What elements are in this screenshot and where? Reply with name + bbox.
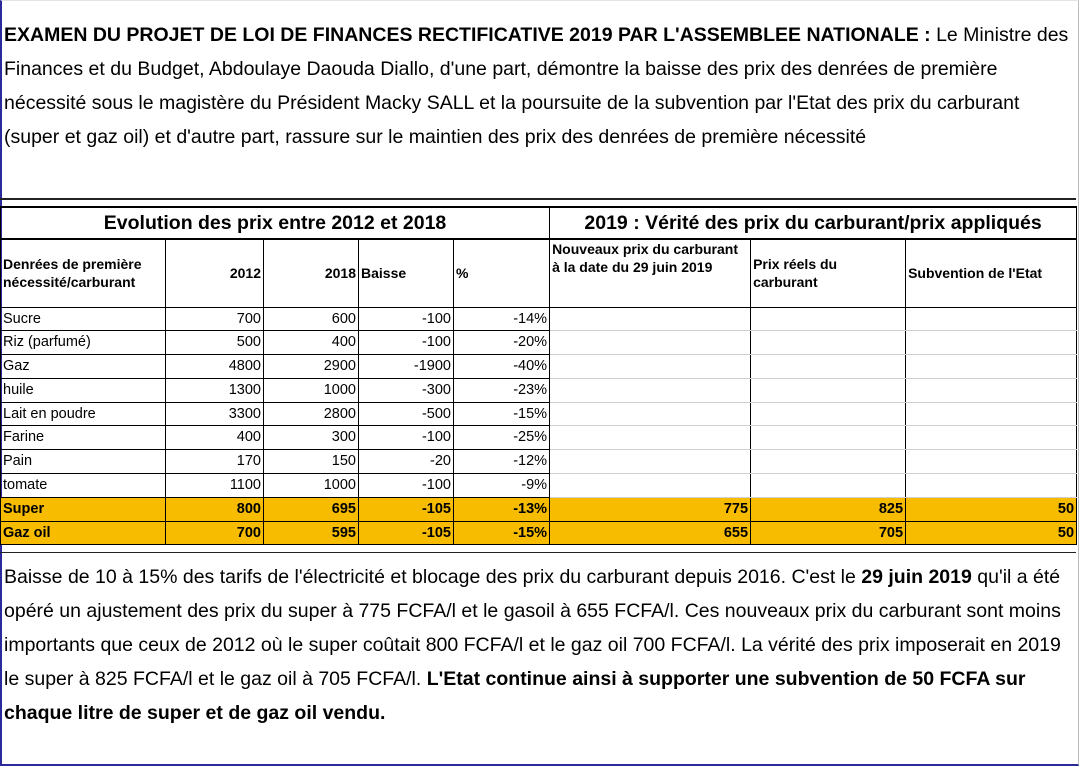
cell-y2018: 150 xyxy=(264,450,359,474)
cell-y2018: 1000 xyxy=(264,474,359,498)
section-header-row xyxy=(1,207,1077,239)
cell-reels xyxy=(751,402,906,426)
outro-paragraph xyxy=(4,560,1072,730)
price-table xyxy=(0,206,1077,545)
cell-nouveaux xyxy=(550,402,751,426)
cell-subvention xyxy=(906,402,1077,426)
table-row xyxy=(1,497,1077,521)
table-row xyxy=(1,450,1077,474)
table-row xyxy=(1,521,1077,545)
cell-subvention: 50 xyxy=(906,521,1077,545)
cell-reels xyxy=(751,378,906,402)
cell-y2018: 2900 xyxy=(264,355,359,379)
section-left-title: Evolution des prix entre 2012 et 2018 xyxy=(1,207,550,239)
cell-y2018: 1000 xyxy=(264,378,359,402)
cell-reels: 825 xyxy=(751,497,906,521)
cell-y2018: 595 xyxy=(264,521,359,545)
cell-y2012: 170 xyxy=(166,450,264,474)
table-row xyxy=(1,355,1077,379)
cell-pct: -25% xyxy=(454,426,550,450)
cell-y2012: 400 xyxy=(166,426,264,450)
cell-subvention: 50 xyxy=(906,497,1077,521)
column-header-row xyxy=(1,239,1077,307)
table-row xyxy=(1,331,1077,355)
cell-item: Gaz oil xyxy=(1,521,166,545)
intro-body: Le Ministre des Finances et du Budget, Abdoulaye Daouda Diallo, d'une part, démontre la baisse des prix des denrées de première nécessité sous le magistère du Président Macky SALL et la poursuite de la subvention par l'Etat des prix du carburant (super et gaz oil) et d'autre part, rassure sur le maintien des prix des denrées de première nécessité xyxy=(4,24,1069,148)
cell-y2012: 4800 xyxy=(166,355,264,379)
cell-reels xyxy=(751,474,906,498)
outro-date: 29 juin 2019 xyxy=(861,566,972,588)
cell-item: Sucre xyxy=(1,307,166,331)
cell-item: Gaz xyxy=(1,355,166,379)
cell-nouveaux xyxy=(550,450,751,474)
cell-item: tomate xyxy=(1,474,166,498)
cell-pct: -13% xyxy=(454,497,550,521)
cell-y2012: 3300 xyxy=(166,402,264,426)
intro-title: EXAMEN DU PROJET DE LOI DE FINANCES RECTIFICATIVE 2019 PAR L'ASSEMBLEE NATIONALE : xyxy=(4,24,931,46)
outro-conclusion: L'Etat continue ainsi à supporter une subvention de 50 FCFA sur chaque litre de super et de gaz oil vendu. xyxy=(4,668,1026,724)
cell-y2012: 1100 xyxy=(166,474,264,498)
cell-reels xyxy=(751,450,906,474)
header-percent: % xyxy=(454,239,550,307)
cell-y2018: 400 xyxy=(264,331,359,355)
cell-pct: -9% xyxy=(454,474,550,498)
cell-subvention xyxy=(906,307,1077,331)
cell-baisse: -105 xyxy=(359,497,454,521)
cell-baisse: -100 xyxy=(359,331,454,355)
cell-subvention xyxy=(906,378,1077,402)
cell-pct: -12% xyxy=(454,450,550,474)
cell-y2018: 695 xyxy=(264,497,359,521)
cell-nouveaux: 655 xyxy=(550,521,751,545)
header-prix-reels: Prix réels du carburant xyxy=(751,239,906,307)
cell-item: Riz (parfumé) xyxy=(1,331,166,355)
cell-reels: 705 xyxy=(751,521,906,545)
table-row xyxy=(1,426,1077,450)
cell-nouveaux xyxy=(550,307,751,331)
cell-item: Super xyxy=(1,497,166,521)
cell-pct: -15% xyxy=(454,402,550,426)
cell-item: Pain xyxy=(1,450,166,474)
header-baisse: Baisse xyxy=(359,239,454,307)
cell-pct: -40% xyxy=(454,355,550,379)
cell-nouveaux xyxy=(550,426,751,450)
cell-subvention xyxy=(906,426,1077,450)
divider xyxy=(0,198,1076,200)
cell-baisse: -500 xyxy=(359,402,454,426)
divider xyxy=(0,552,1076,553)
cell-baisse: -100 xyxy=(359,426,454,450)
outro-part2: qu'il a été opéré un ajustement des prix du super à 775 FCFA/l et le gasoil à 655 FCFA/l. Ces nouveaux prix du carburant sont moins importants que ceux de 2012 où le super coûtait 800 FCFA/l et le gaz oil 700 FCFA/l. La vérité des prix imposerait en 2019 le super à 825 FCFA/l et le gaz oil à 705 FCFA/l. xyxy=(4,566,1061,690)
intro-paragraph xyxy=(4,18,1072,154)
cell-reels xyxy=(751,355,906,379)
cell-y2018: 300 xyxy=(264,426,359,450)
header-2018: 2018 xyxy=(264,239,359,307)
table-row xyxy=(1,402,1077,426)
cell-subvention xyxy=(906,450,1077,474)
table-row xyxy=(1,378,1077,402)
table-row xyxy=(1,307,1077,331)
header-nouveaux-prix: Nouveaux prix du carburant à la date du 29 juin 2019 xyxy=(550,239,751,307)
cell-baisse: -100 xyxy=(359,474,454,498)
header-2012: 2012 xyxy=(166,239,264,307)
cell-baisse: -300 xyxy=(359,378,454,402)
cell-item: huile xyxy=(1,378,166,402)
cell-baisse: -1900 xyxy=(359,355,454,379)
cell-nouveaux xyxy=(550,355,751,379)
cell-pct: -20% xyxy=(454,331,550,355)
cell-reels xyxy=(751,331,906,355)
cell-pct: -15% xyxy=(454,521,550,545)
cell-baisse: -100 xyxy=(359,307,454,331)
cell-y2012: 700 xyxy=(166,521,264,545)
cell-nouveaux: 775 xyxy=(550,497,751,521)
cell-y2012: 500 xyxy=(166,331,264,355)
cell-pct: -14% xyxy=(454,307,550,331)
cell-item: Lait en poudre xyxy=(1,402,166,426)
cell-y2012: 800 xyxy=(166,497,264,521)
cell-reels xyxy=(751,426,906,450)
cell-y2018: 2800 xyxy=(264,402,359,426)
cell-y2018: 600 xyxy=(264,307,359,331)
header-subvention: Subvention de l'Etat xyxy=(906,239,1077,307)
cell-y2012: 1300 xyxy=(166,378,264,402)
cell-nouveaux xyxy=(550,474,751,498)
cell-reels xyxy=(751,307,906,331)
header-item: Denrées de première nécessité/carburant xyxy=(1,239,166,307)
cell-baisse: -20 xyxy=(359,450,454,474)
cell-item: Farine xyxy=(1,426,166,450)
cell-nouveaux xyxy=(550,331,751,355)
cell-subvention xyxy=(906,355,1077,379)
cell-pct: -23% xyxy=(454,378,550,402)
cell-y2012: 700 xyxy=(166,307,264,331)
cell-baisse: -105 xyxy=(359,521,454,545)
cell-nouveaux xyxy=(550,378,751,402)
section-right-title: 2019 : Vérité des prix du carburant/prix appliqués xyxy=(550,207,1077,239)
cell-subvention xyxy=(906,331,1077,355)
cell-subvention xyxy=(906,474,1077,498)
outro-part1: Baisse de 10 à 15% des tarifs de l'électricité et blocage des prix du carburant depuis 2016. C'est le xyxy=(4,566,856,588)
table-row xyxy=(1,474,1077,498)
